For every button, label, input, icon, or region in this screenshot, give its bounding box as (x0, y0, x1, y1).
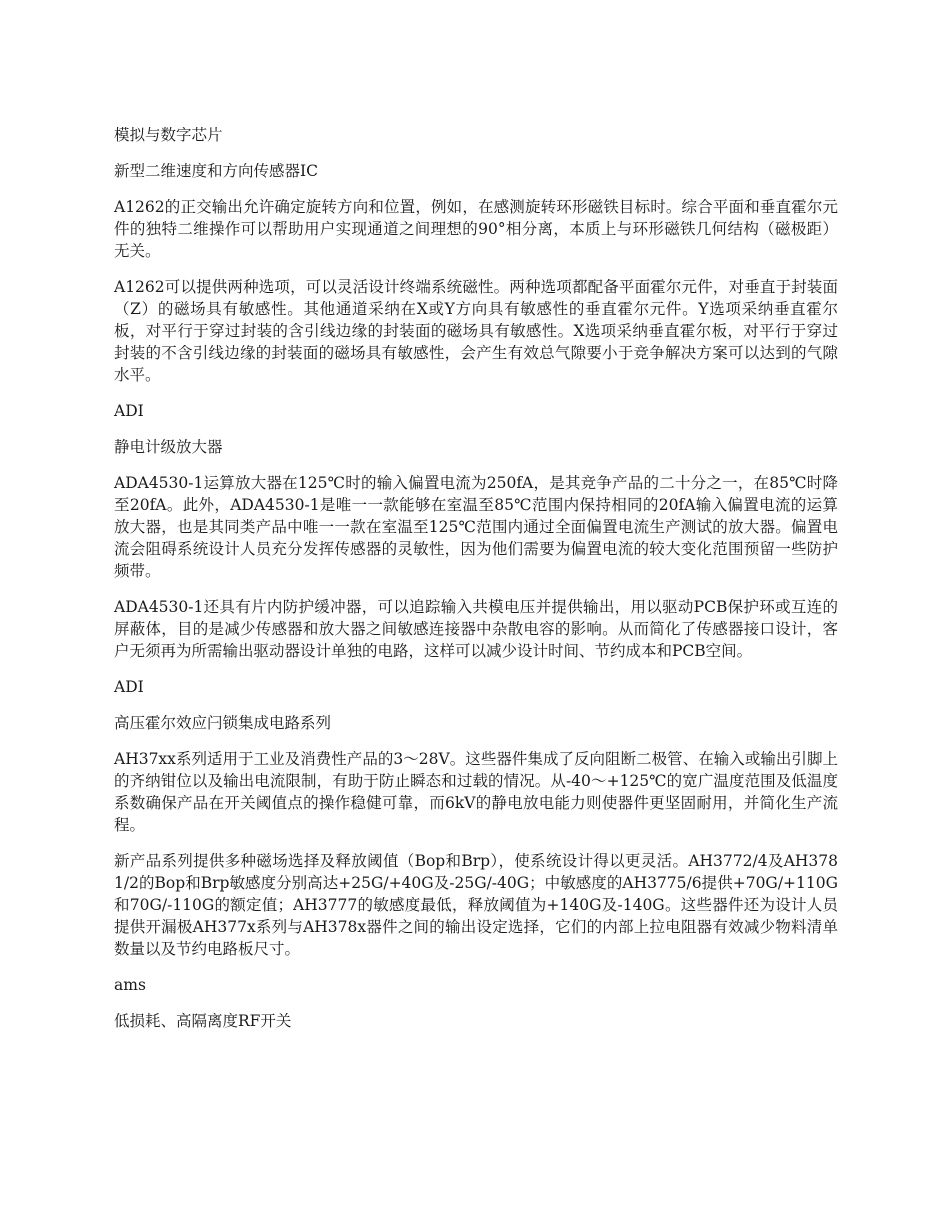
body-paragraph: AH37xx系列适用于工业及消费性产品的3～28V。这些器件集成了反向阻断二极管、在输入或输出引脚上的齐纳钳位以及输出电流限制，有助于防止瞬态和过载的情况。从-40～+125℃的宽广温度范围及低温度系数确保产品在开关阈值点的操作稳健可靠，而6kV的静电放电能力则使器件更坚固耐用，并简化生产流程。 (114, 750, 838, 834)
body-paragraph: 新产品系列提供多种磁场选择及释放阈值（Bop和Brp），使系统设计得以更灵活。AH3772/4及AH3781/2的Bop和Brp敏感度分别高达+25G/+40G及-25G/-40G；中敏感度的AH3775/6提供+70G/+110G和70G/-110G的额定值；AH3777的敏感度最低，释放阈值为+140G及-140G。这些器件还为设计人员提供开漏极AH377x系列与AH378x器件之间的输出设定选择，它们的内部上拉电阻器有效减少物料清单数量以及节约电路板尺寸。 (114, 852, 838, 958)
body-paragraph: ADA4530-1还具有片内防护缓冲器，可以追踪输入共模电压并提供输出，用以驱动PCB保护环或互连的屏蔽体，目的是减少传感器和放大器之间敏感连接器中杂散电容的影响。从而简化了传感器接口设计，客户无须再为所需输出驱动器设计单独的电路，这样可以减少设计时间、节约成本和PCB空间。 (114, 598, 838, 660)
body-paragraph: ADA4530-1运算放大器在125℃时的输入偏置电流为250fA，是其竞争产品的二十分之一，在85℃时降至20fA。此外，ADA4530-1是唯一一款能够在室温至85℃范围内保持相同的20fA输入偏置电流的运算放大器，也是其同类产品中唯一一款在室温至125℃范围内通过全面偏置电流生产测试的放大器。偏置电流会阻碍系统设计人员充分发挥传感器的灵敏性，因为他们需要为偏置电流的较大变化范围预留一些防护频带。 (114, 474, 838, 580)
product-title: 低损耗、高隔离度RF开关 (114, 1012, 292, 1030)
section-heading: 模拟与数字芯片 (114, 126, 223, 144)
document-body (114, 124, 838, 1046)
product-title: 新型二维速度和方向传感器IC (114, 162, 318, 180)
company-name: ADI (114, 678, 144, 696)
product-title: 静电计级放大器 (114, 438, 223, 456)
company-name: ADI (114, 402, 144, 420)
company-name: ams (114, 976, 146, 994)
body-paragraph: A1262的正交输出允许确定旋转方向和位置，例如，在感测旋转环形磁铁目标时。综合平面和垂直霍尔元件的独特二维操作可以帮助用户实现通道之间理想的90°相分离，本质上与环形磁铁几何结构（磁极距）无关。 (114, 198, 838, 260)
product-title: 高压霍尔效应闩锁集成电路系列 (114, 714, 332, 732)
body-paragraph: A1262可以提供两种选项，可以灵活设计终端系统磁性。两种选项都配备平面霍尔元件，对垂直于封装面（Z）的磁场具有敏感性。其他通道采纳在X或Y方向具有敏感性的垂直霍尔元件。Y选项采纳垂直霍尔板，对平行于穿过封装的含引线边缘的封装面的磁场具有敏感性。X选项采纳垂直霍尔板，对平行于穿过封装的不含引线边缘的封装面的磁场具有敏感性，会产生有效总气隙要小于竞争解决方案可以达到的气隙水平。 (114, 278, 838, 384)
